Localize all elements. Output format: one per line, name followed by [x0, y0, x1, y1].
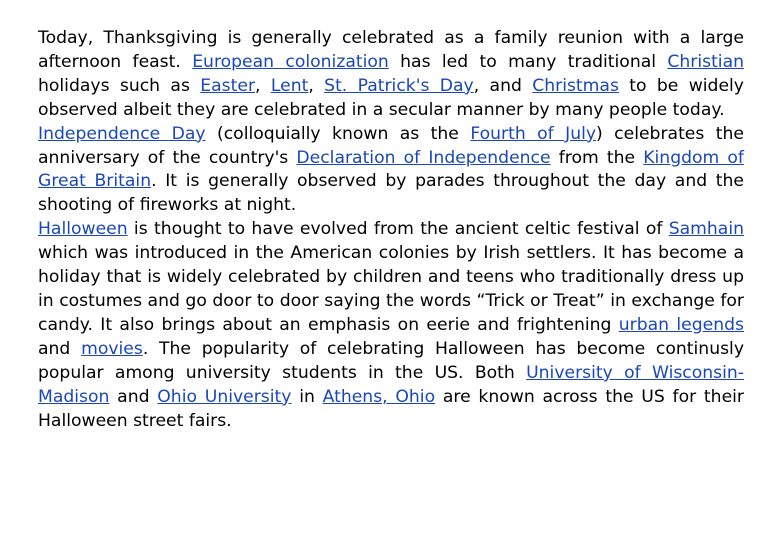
text-span: which was introduced in the American colonies by Irish settlers. It has become a holiday that is widely celebrated by children and teens who traditionally dress up in costumes and go door to door saying the words “Trick or Treat” in exchange for candy. It also brings about an emphasis on eerie and frightening: [38, 243, 744, 335]
paragraph-independence-day: [38, 123, 744, 219]
link-movies[interactable]: movies: [81, 338, 143, 359]
paragraph-halloween: [38, 218, 744, 433]
text-span: to be widely observed albeit they are celebrated in a secular manner by many people today.: [38, 75, 744, 120]
text-span: ,: [308, 75, 325, 96]
text-span: , and: [473, 75, 533, 96]
link-kingdom-of-great-britain[interactable]: Kingdom of Great Britain: [38, 147, 744, 192]
text-span: (colloquially known as the: [205, 123, 471, 144]
link-easter[interactable]: Easter: [200, 75, 256, 96]
text-span: are known across the US for their Halloween street fairs.: [38, 386, 744, 431]
link-declaration-of-independence[interactable]: Declaration of Independence: [296, 147, 551, 168]
text-span: ,: [255, 75, 271, 96]
text-span: holidays such as: [38, 75, 201, 96]
link-fourth-of-july[interactable]: Fourth of July: [470, 123, 597, 144]
text-span: . The popularity of celebrating Halloween has become continusly popular among university students in the US. Both: [38, 338, 744, 383]
link-christian[interactable]: Christian: [667, 51, 745, 72]
link-urban-legends[interactable]: urban legends: [618, 314, 744, 335]
text-span: from the: [550, 147, 644, 168]
paragraph-thanksgiving: [38, 27, 744, 123]
document-body: [38, 27, 744, 433]
link-samhain[interactable]: Samhain: [668, 219, 744, 240]
text-span: Today, Thanksgiving is generally celebrated as a family reunion with a large afternoon feast.: [38, 28, 744, 72]
link-athens-ohio[interactable]: Athens, Ohio: [322, 386, 436, 407]
link-independence-day[interactable]: Independence Day: [38, 123, 206, 144]
text-span: and: [109, 386, 158, 407]
link-university-of-wisconsin-madison[interactable]: University of Wisconsin-Madison: [38, 362, 744, 407]
link-halloween[interactable]: Halloween: [38, 219, 128, 240]
link-european-colonization[interactable]: European colonization: [192, 51, 389, 72]
text-span: is thought to have evolved from the ancient celtic festival of: [127, 219, 669, 240]
link-lent[interactable]: Lent: [270, 75, 309, 96]
link-st-patricks-day[interactable]: St. Patrick's Day: [324, 75, 474, 96]
text-span: has led to many traditional: [388, 51, 668, 72]
link-christmas[interactable]: Christmas: [532, 75, 619, 96]
text-span: ) celebrates the anniversary of the country's: [38, 123, 744, 168]
text-span: and: [38, 338, 82, 359]
text-span: . It is generally observed by parades throughout the day and the shooting of fireworks at night.: [38, 171, 744, 216]
text-span: in: [291, 386, 323, 407]
link-ohio-university[interactable]: Ohio University: [157, 386, 292, 407]
